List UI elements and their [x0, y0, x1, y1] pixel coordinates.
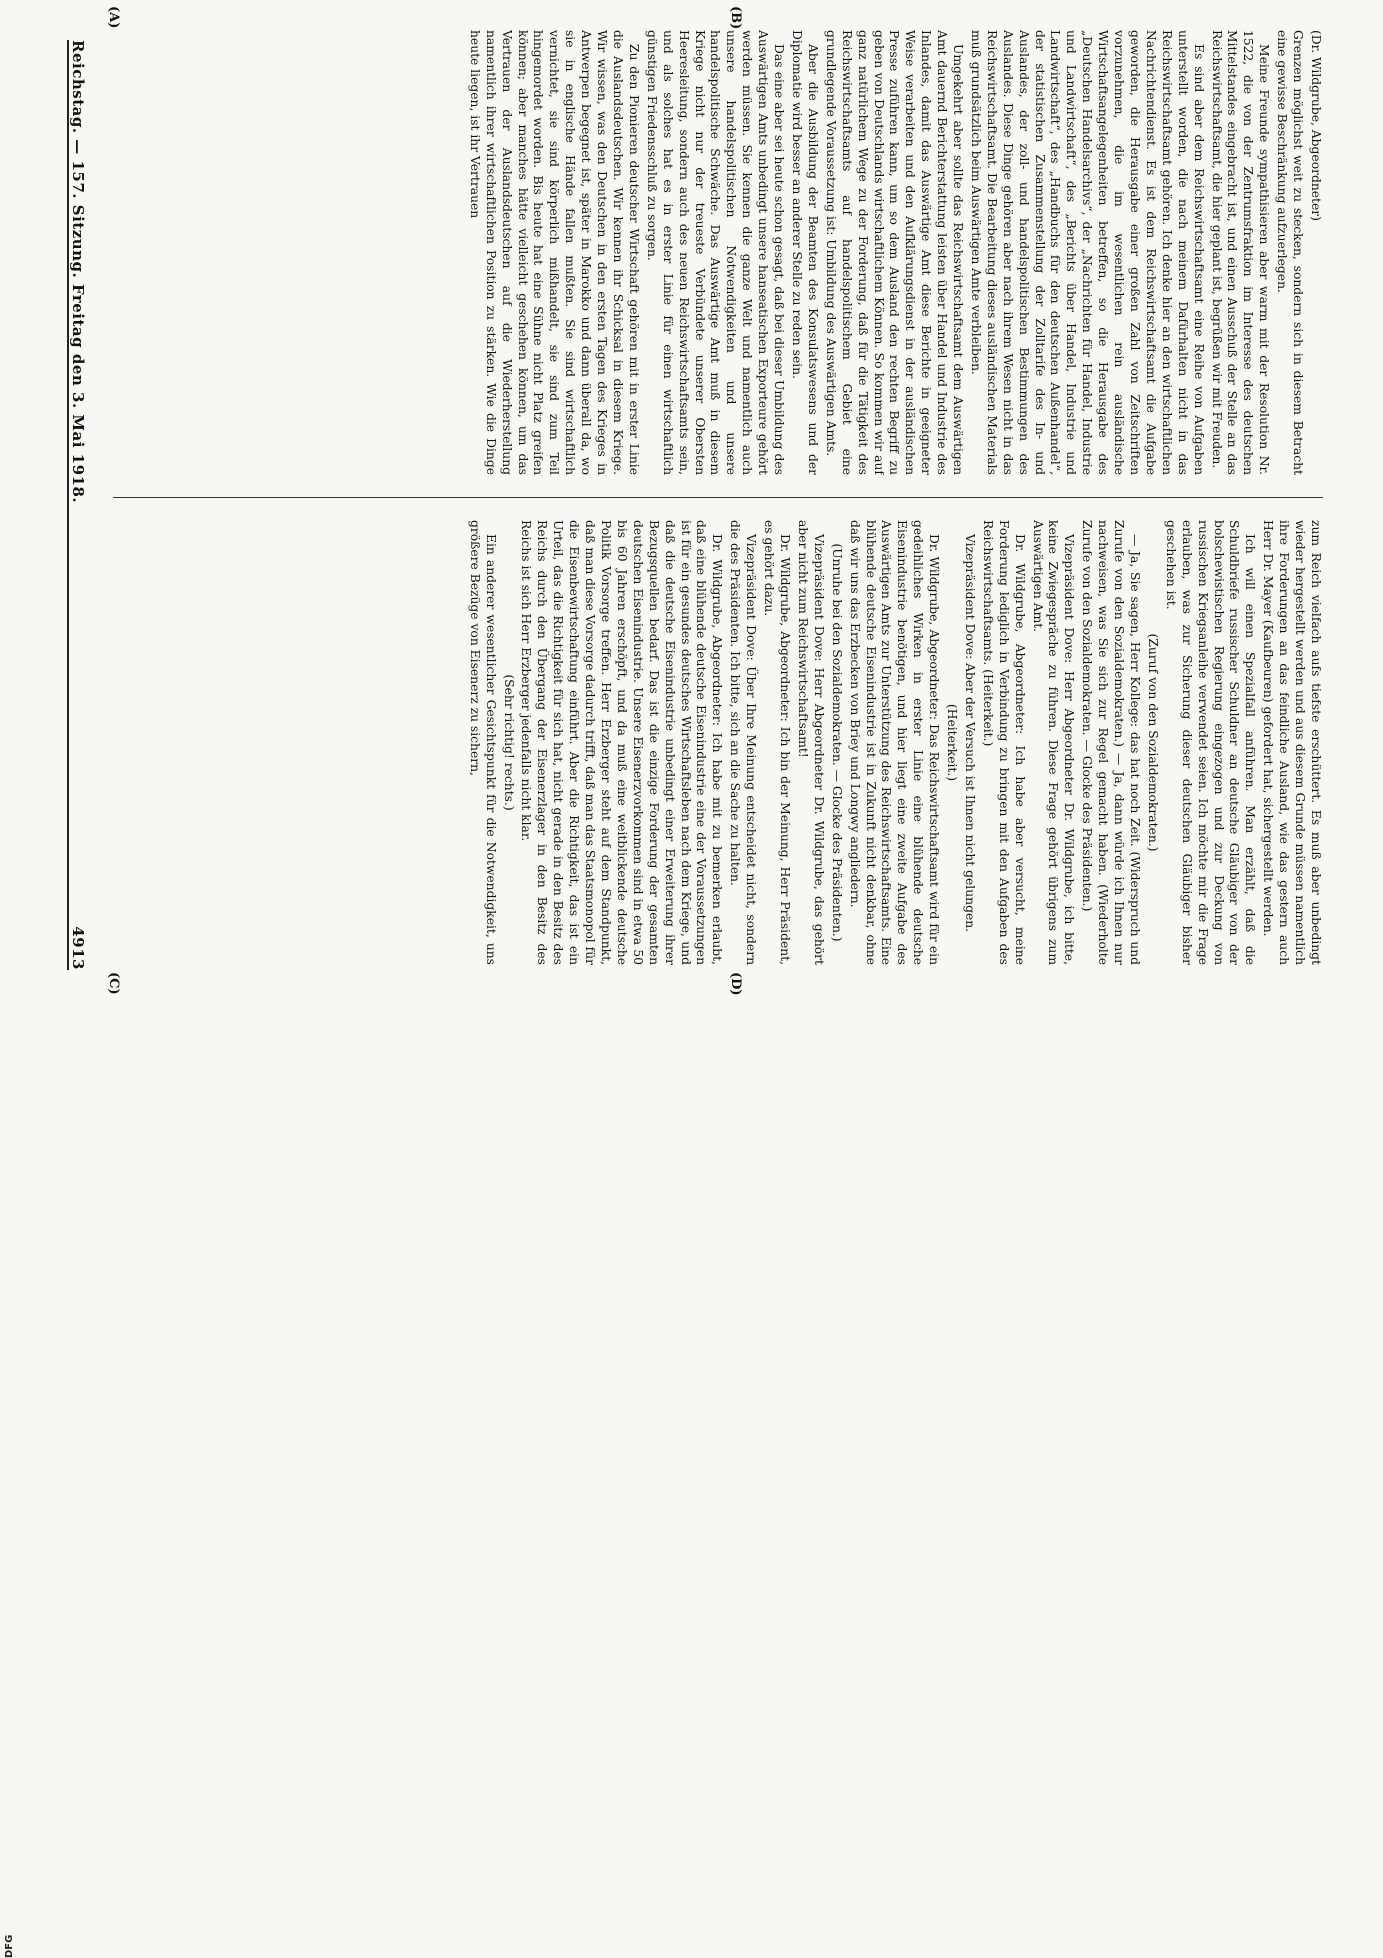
paragraph: (Dr. Wildgrube, Abgeordneter)	[1309, 30, 1323, 221]
paragraph: Grenzen möglichst weit zu stecken, sondern sich in diesem Betracht eine gewisse Beschränkung aufzuerlegen.	[1275, 30, 1306, 475]
paragraph: Ich will einen Spezialfall anführen. Man erzählt, daß die Schuldbriefe russischer Schuldner an deutsche Gläubiger von der bolschewistischen Regierung eingezogen und zur Deckung von russischen Kriegsanleihe verwendet seien. Ich möchte mir die Frage erlauben, was zur Sicherung dieser deutschen Gläubiger bisher geschehen ist.	[1163, 520, 1258, 965]
margin-marker-c: (C)	[106, 972, 121, 995]
paragraph: (Unruhe bei den Sozialdemokraten. — Glocke des Präsidenten.)	[829, 543, 844, 942]
paragraph: Vizepräsident Dove: Herr Abgeordneter Dr. Wildgrube, das gehört aber nicht zum Reichswirtschaftsamt!	[795, 520, 826, 965]
paragraph: Dr. Wildgrube, Abgeordneter: Ich bin der Meinung, Herr Präsident, es gehört dazu.	[762, 520, 792, 965]
page-number: 4913	[69, 926, 87, 970]
paragraph: Meine Freunde sympathisieren aber warm mit der Resolution Nr. 1522, die von der Zentrumsfraktion im Interesse des deutschen Mittelstandes eingebracht ist, und einen Ausschuß der Stelle an das Reichswirtschaftsamt, die hier geplant ist, begrüßen wir mit Freuden.	[1209, 30, 1272, 475]
paragraph: Dr. Wildgrube, Abgeordneter: Ich habe mit zu bemerken erlaubt, daß eine blühende deutsche Eisenindustrie eine der Voraussetzungen ist für ein gesundes deutsches Wirtschaftsleben nach dem Kriege, und daß die deutsche Eisenindustrie unbedingt einer Erweiterung ihrer Bezugsquellen bedarf. Das ist die einzige Forderung der gesamten deutschen Eisenindustrie. Unsere Eisenerzvorkommen sind in etwa 50 bis 60 Jahren erschöpft, und da muß eine weitblickende deutsche Politik Vorsorge treffen. Herr Erzberger steht auf dem Standpunkt, daß man diese Vorsorge dadurch trifft, daß man das Staatsmonopol für die Eisenbewirtschaftung einführt. Aber die Richtigkeit, das ist ein Urteil, das die Richtigkeit für sich hat, nicht gerade in den Besitz des Reichs durch den Übergang der Eisenerzlager in den Besitz des Reichs ist sich Herr Erzberger jedenfalls nicht klar.	[519, 520, 725, 965]
margin-marker-d: (D)	[728, 972, 743, 996]
right-column	[108, 520, 1323, 965]
paragraph: Zu den Pionieren deutscher Wirtschaft gehören mit in erster Linie die Auslandsdeutschen. Wir kennen ihr Schicksal in diesem Kriege. Wir wissen, was den Deutschen in den ersten Tagen des Krieges in Antwerpen begegnet ist, später in Marokko und dann überall da, wo sie in englische Hände fallen mußten. Sie sind wirtschaftlich vernichtet, sie sind körperlich mißhandelt, sie sind zum Teil hingemordet worden. Bis heute hat eine Sühne nicht Platz greifen können; aber manches hätte vielleicht geschehen können, um das Vertrauen der Auslandsdeutschen auf die Wiederherstellung namentlich ihrer wirtschaftlichen Position zu stärken. Wie die Dinge heute liegen, ist ihr Vertrauen	[467, 30, 641, 475]
paragraph: Vizepräsident Dove: Über Ihre Meinung entscheidet nicht, sondern die des Präsidenten. Ich bitte, sich an die Sache zu halten.	[728, 520, 759, 965]
paragraph: Vizepräsident Dove: Herr Abgeordneter Dr. Wildgrube, ich bitte, keine Zwiegespräche zu führen. Diese Frage gehört übrigens zum Auswärtigen Amt.	[1030, 520, 1077, 965]
paragraph: Umgekehrt aber sollte das Reichswirtschaftsamt dem Auswärtigen Amt dauernd Berichterstattung leisten über Handel und Industrie des Inlandes, damit das Auswärtige Amt diese Berichte in geeigneter Weise verarbeiten und den Aufklärungsdienst in der ausländischen Presse zuführen kann, um so dem Ausland den rechten Begriff zu geben von Deutschlands wirtschaftlichem Können. So kommen wir auf ganz natürlichem Wege zu der Forderung, daß für die Tätigkeit des Reichswirtschaftsamts auf handelspolitischem Gebiet eine grundlegende Voraussetzung ist: Umbildung des Auswärtigen Amts.	[823, 30, 966, 475]
paragraph: Es sind aber dem Reichswirtschaftsamt eine Reihe von Aufgaben unterstellt worden, die nach meinem Dafürhalten nicht in das Reichswirtschaftsamt gehören. Ich denke hier an den wirtschaftlichen Nachrichtendienst. Es ist dem Reichswirtschaftsamt die Aufgabe geworden, die Herausgabe einer großen Zahl von Zeitschriften vorzunehmen, die im wesentlichen rein ausländische Wirtschaftsangelegenheiten betreffen, so die Herausgabe des „Deutschen Handelsarchivs“, der „Nachrichten für Handel, Industrie und Landwirtschaft“, des „Berichts über Handel, Industrie und Landwirtschaft“, des „Handbuchs für den deutschen Außenhandel“, der statistischen Zusammenstellung der Zolltarife des In- und Auslandes, der zoll- und handelspolitischen Bestimmungen des Auslandes. Diese Dinge gehören aber nach ihrem Wesen nicht in das Reichswirtschaftsamt. Die Bearbeitung dieses ausländischen Materials muß grundsätzlich beim Auswärtigen Amte verbleiben.	[968, 30, 1206, 475]
running-head: Reichstag. — 157. Sitzung. Freitag den 3. Mai 1918.	[69, 40, 87, 504]
paragraph: zum Reich vielfach aufs tiefste erschüttert. Es muß aber unbedingt wieder hergestellt werden und aus diesem Grunde müssen namentlich ihre Forderungen an das feindliche Ausland, wie das gestern auch Herr Dr. Mayer (Kaufbeuren) gefordert hat, sichergestellt werden.	[1261, 520, 1323, 965]
paragraph: Ein anderer wesentlicher Gesichtspunkt für die Notwendigkeit, uns größere Bezüge von Eisenerz zu sichern,	[467, 520, 498, 965]
left-column	[108, 30, 1323, 475]
paragraph: (Zuruf von den Sozialdemokraten.)	[1145, 633, 1160, 852]
dfg-logo-text: DFG	[4, 1934, 15, 1958]
paragraph: Aber die Ausbildung der Beamten des Konsulatswesens und der Diplomatie wird besser an anderer Stelle zu reden sein.	[790, 30, 820, 475]
paragraph: — Ja, Sie sagen, Herr Kollege: das hat noch Zeit. (Widerspruch und Zurufe von den Sozialdemokraten.) — Ja, dann würde ich Ihnen nur nachweisen, was Sie sich zur Regel gemacht haben. (Wiederholte Zurufe von den Sozialdemokraten. — Glocke des Präsidenten.)	[1080, 520, 1143, 965]
column-rule	[113, 497, 1323, 498]
page-header	[67, 40, 93, 970]
paragraph: (Heiterkeit.)	[945, 703, 960, 782]
margin-marker-a: (A)	[106, 6, 121, 29]
paragraph: Vizepräsident Dove: Aber der Versuch ist Ihnen nicht gelungen.	[962, 534, 977, 933]
paragraph: Dr. Wildgrube, Abgeordneter: Das Reichswirtschaftsamt wird für ein gedeihliches Wirken in erster Linie eine blühende deutsche Eisenindustrie benötigen, und hier liegt eine zweite Aufgabe des Auswärtigen Amts zur Unterstützung des Reichswirtschaftsamts. Eine blühende deutsche Eisenindustrie ist in Zukunft nicht denkbar, ohne daß wir uns das Erzbecken von Briey und Longwy angliedern.	[847, 520, 942, 965]
paragraph: (Sehr richtig! rechts.)	[501, 674, 516, 811]
paragraph: Dr. Wildgrube, Abgeordneter: Ich habe aber versucht, meine Forderung lediglich in Verbindung zu bringen mit den Aufgaben des Reichswirtschaftsamts. (Heiterkeit.)	[980, 520, 1027, 965]
margin-marker-b: (B)	[728, 6, 743, 30]
paragraph: Das eine aber sei heute schon gesagt, daß bei dieser Umbildung des Auswärtigen Amts unbedingt unsere hanseatischen Exporteure gehört werden müssen. Sie kennen die ganze Welt und namentlich auch unsere handelspolitischen Notwendigkeiten und unsere handelspolitische Schwäche. Das Auswärtige Amt muß in diesem Kriege nicht nur der treueste Verbündete unserer Obersten Heeresleitung, sondern auch des neuen Reichswirtschaftsamts sein, und als solches hat es in erster Linie für einen wirtschaftlich günstigen Friedensschluß zu sorgen.	[644, 30, 787, 475]
